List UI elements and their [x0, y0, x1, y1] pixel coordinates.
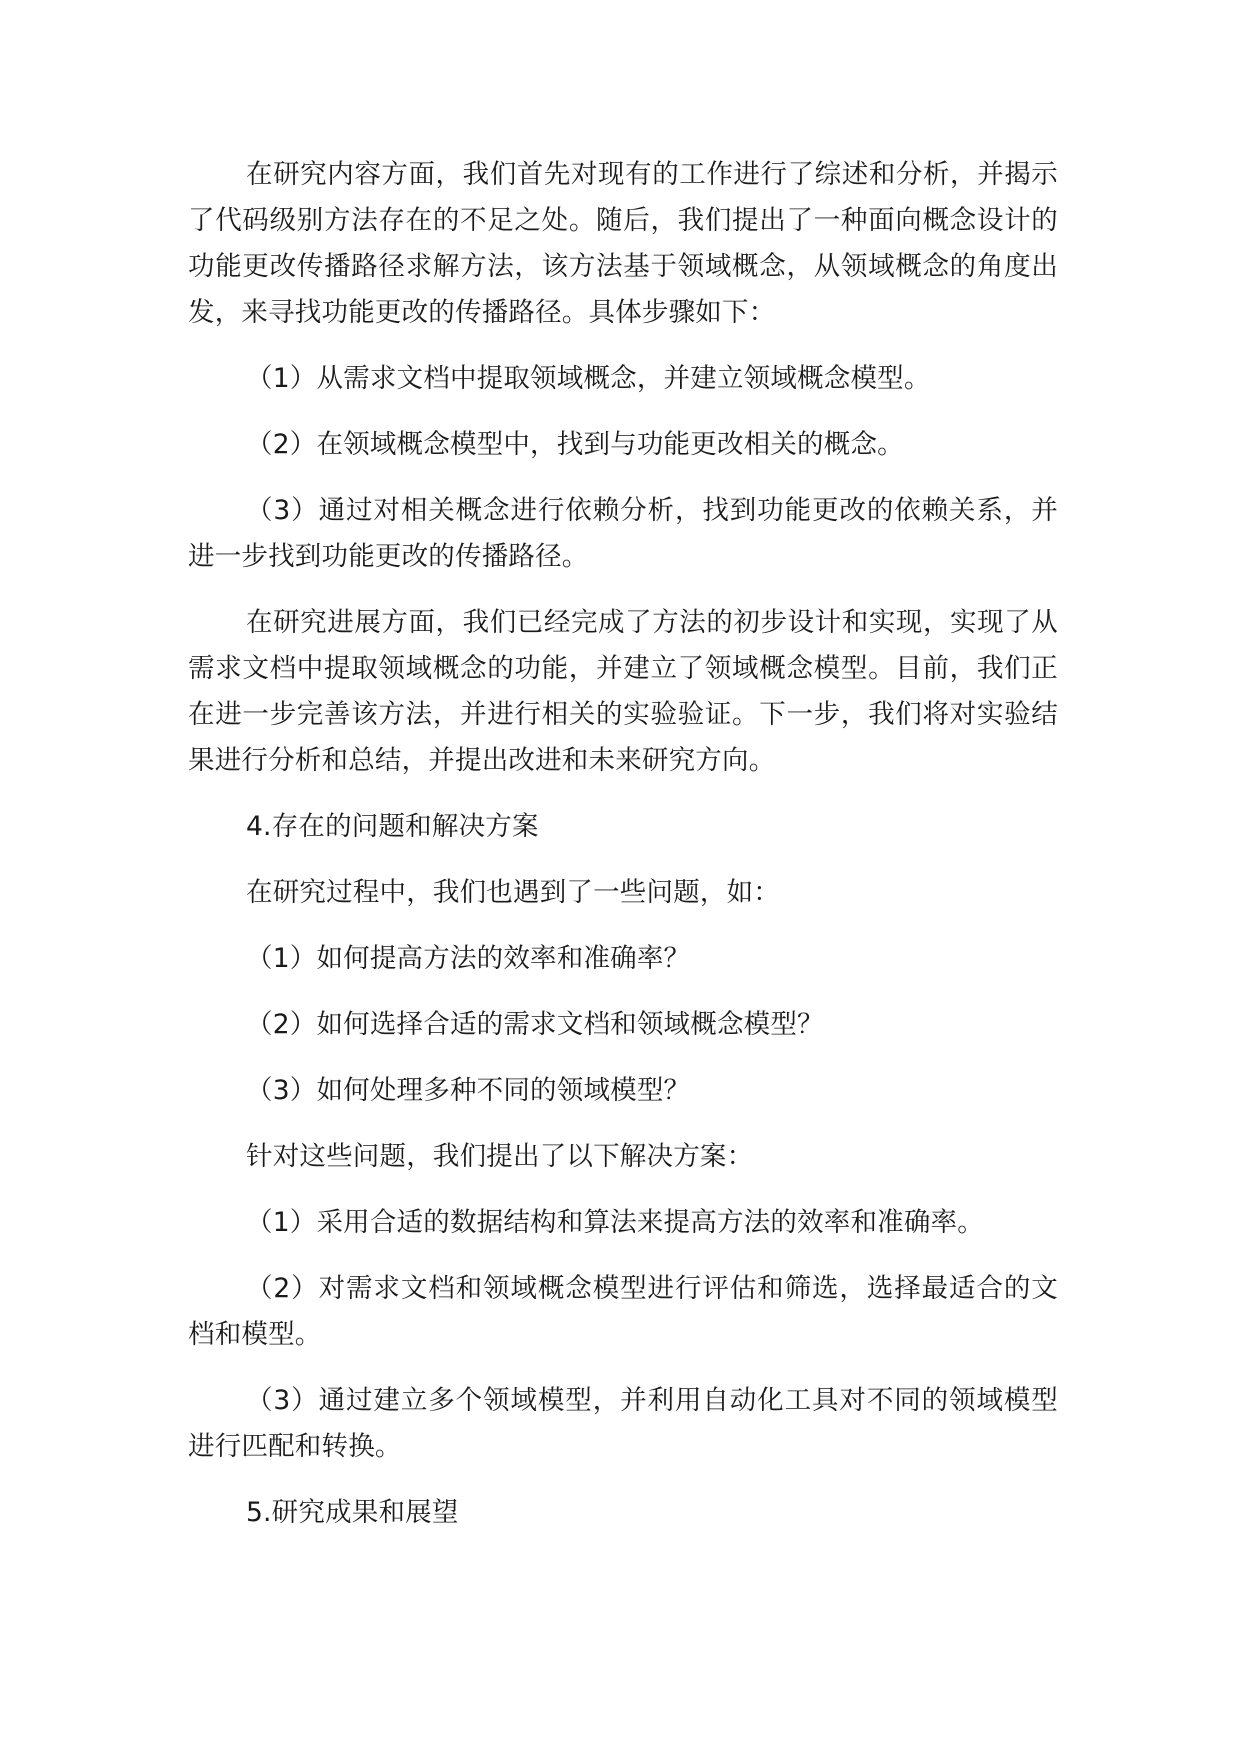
step-2: （2）在领域概念模型中，找到与功能更改相关的概念。: [246, 429, 904, 460]
document-body: [188, 152, 1058, 1556]
paragraph-research-content: 在研究内容方面，我们首先对现有的工作进行了综述和分析，并揭示了代码级别方法存在的不足之处。随后，我们提出了一种面向概念设计的功能更改传播路径求解方法，该方法基于领域概念，从领域概念的角度出发，来寻找功能更改的传播路径。具体步骤如下：: [188, 159, 1058, 328]
step-3: （3）通过对相关概念进行依赖分析，找到功能更改的依赖关系，并进一步找到功能更改的传播路径。: [188, 495, 1058, 572]
solution-1: （1）采用合适的数据结构和算法来提高方法的效率和准确率。: [246, 1207, 984, 1238]
solution-3: （3）通过建立多个领域模型，并利用自动化工具对不同的领域模型进行匹配和转换。: [188, 1385, 1058, 1462]
problem-2: （2）如何选择合适的需求文档和领域概念模型？: [246, 1009, 824, 1040]
paragraph-solutions-intro: 针对这些问题，我们提出了以下解决方案：: [246, 1141, 754, 1172]
solution-2: （2）对需求文档和领域概念模型进行评估和筛选，选择最适合的文档和模型。: [188, 1273, 1058, 1350]
section-heading-results: 5.研究成果和展望: [246, 1497, 459, 1528]
section-heading-problems: 4.存在的问题和解决方案: [246, 811, 539, 842]
step-1: （1）从需求文档中提取领域概念，并建立领域概念模型。: [246, 363, 931, 394]
problem-3: （3）如何处理多种不同的领域模型？: [246, 1075, 691, 1106]
paragraph-research-progress: 在研究进展方面，我们已经完成了方法的初步设计和实现，实现了从需求文档中提取领域概念的功能，并建立了领域概念模型。目前，我们正在进一步完善该方法，并进行相关的实验验证。下一步，我们将对实验结果进行分析和总结，并提出改进和未来研究方向。: [188, 607, 1058, 776]
problem-1: （1）如何提高方法的效率和准确率？: [246, 943, 691, 974]
paragraph-problems-intro: 在研究过程中，我们也遇到了一些问题，如：: [246, 877, 780, 908]
